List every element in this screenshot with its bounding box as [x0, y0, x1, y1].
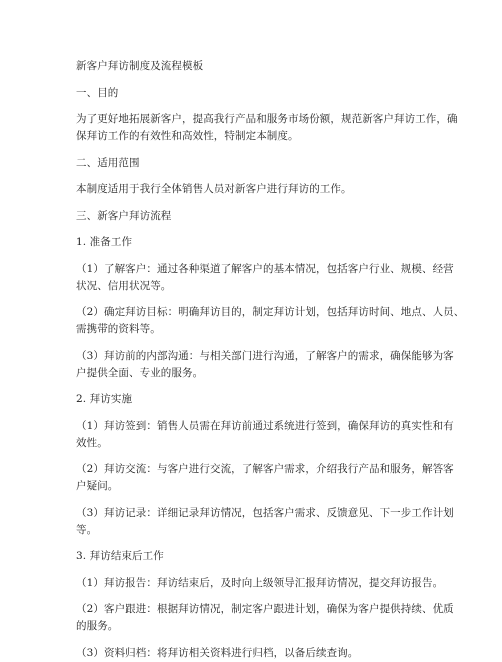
list-item-line: （1）了解客户：通过各种渠道了解客户的基本情况，包括客户行业、规模、经营 — [76, 262, 454, 275]
document-title: 新客户拜访制度及流程模板 — [76, 60, 204, 72]
paragraph-line: 为了更好地拓展新客户，提高我行产品和服务市场份额，规范新客户拜访工作，确 — [76, 113, 458, 125]
list-item-line: （3）资料归档：将拜访相关资料进行归档，以备后续查询。 — [76, 646, 359, 659]
subsection-heading-followup: 3. 拜访结束后工作 — [76, 550, 164, 562]
list-item-line: （3）拜访前的内部沟通：与相关部门进行沟通，了解客户的需求，确保能够为客 — [76, 349, 454, 362]
paragraph-line: 本制度适用于我行全体销售人员对新客户进行拜访的工作。 — [76, 183, 352, 195]
list-item-line: （3）拜访记录：详细记录拜访情况，包括客户需求、反馈意见、下一步工作计划 — [76, 506, 454, 519]
list-item-line: 需携带的资料等。 — [76, 323, 161, 335]
section-heading-scope: 二、适用范围 — [76, 156, 140, 169]
list-item-line: （2）客户跟进：根据拜访情况，制定客户跟进计划，确保为客户提供持续、优质 — [76, 603, 454, 615]
section-heading-process: 三、新客户拜访流程 — [76, 209, 172, 222]
paragraph-line: 保拜访工作的有效性和高效性，特制定本制度。 — [76, 130, 299, 142]
section-heading-purpose: 一、目的 — [76, 86, 119, 99]
list-item-line: 的服务。 — [76, 620, 119, 632]
list-item-line: （2）拜访交流：与客户进行交流，了解客户需求，介绍我行产品和服务，解答客 — [76, 463, 454, 475]
subsection-heading-preparation: 1. 准备工作 — [76, 236, 133, 248]
list-item-line: 等。 — [76, 523, 98, 536]
list-item-line: 户疑问。 — [76, 480, 119, 492]
list-item-line: 户提供全面、专业的服务。 — [76, 366, 204, 379]
list-item-line: 状况、信用状况等。 — [76, 279, 172, 292]
list-item-line: （1）拜访报告：拜访结束后，及时向上级领导汇报拜访情况，提交拜访报告。 — [76, 576, 444, 589]
list-item-line: 效性。 — [76, 436, 108, 449]
list-item-line: （2）确定拜访目标：明确拜访目的，制定拜访计划，包括拜访时间、地点、人员、 — [76, 306, 465, 318]
list-item-line: （1）拜访签到：销售人员需在拜访前通过系统进行签到，确保拜访的真实性和有 — [76, 419, 454, 432]
subsection-heading-implementation: 2. 拜访实施 — [76, 393, 133, 405]
